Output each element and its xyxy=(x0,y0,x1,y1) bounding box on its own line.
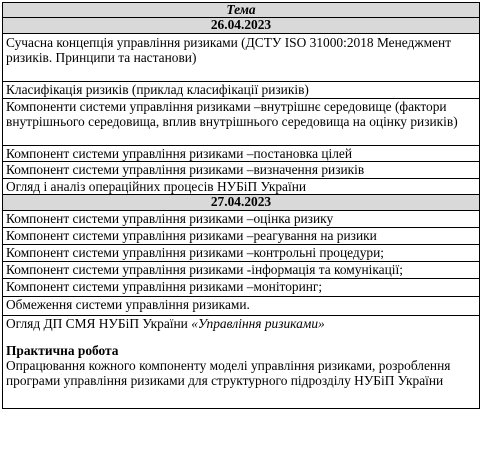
topic-row: Компонент системи управління ризиками –визначення ризиків xyxy=(2,162,480,179)
topic-row: Компоненти системи управління ризиками –внутрішнє середовище (фактори внутрішнього середовища, вплив внутрішнього середовища на оцінку ризиків) xyxy=(2,99,480,146)
topic-row: Компонент системи управління ризиками –постановка цілей xyxy=(2,146,480,162)
review-row xyxy=(2,316,480,343)
practical-work-row xyxy=(2,343,480,409)
practical-work-text: Опрацювання кожного компоненту моделі управління ризиками, розроблення програми управління ризиками для структурного підрозділу НУБіП України xyxy=(6,358,451,389)
topic-row: Компонент системи управління ризиками –реагування на ризики xyxy=(2,228,480,245)
topic-row: Огляд і аналіз операційних процесів НУБіП України xyxy=(2,179,480,195)
topic-row: Класифікація ризиків (приклад класифікації ризиків) xyxy=(2,82,480,99)
review-text: Огляд ДП СМЯ НУБіП України xyxy=(6,316,192,331)
column-header-topic: Тема xyxy=(2,2,480,18)
review-document-title: «Управління ризиками» xyxy=(191,316,325,331)
topic-row: Компонент системи управління ризиками –моніторинг; xyxy=(2,279,480,297)
date-header-1: 26.04.2023 xyxy=(2,18,480,34)
date-header-2: 27.04.2023 xyxy=(2,195,480,211)
topic-row: Сучасна концепція управління ризиками (ДСТУ ISO 31000:2018 Менеджмент ризиків. Принципи та настанови) xyxy=(2,34,480,82)
topic-row: Компонент системи управління ризиками –контрольні процедури; xyxy=(2,245,480,262)
topic-row: Обмеження системи управління ризиками. xyxy=(2,297,480,316)
practical-work-title: Практична робота xyxy=(6,343,119,358)
schedule-table xyxy=(2,2,480,409)
topic-row: Компонент системи управління ризиками –оцінка ризику xyxy=(2,211,480,228)
topic-row: Компонент системи управління ризиками -інформація та комунікації; xyxy=(2,262,480,279)
